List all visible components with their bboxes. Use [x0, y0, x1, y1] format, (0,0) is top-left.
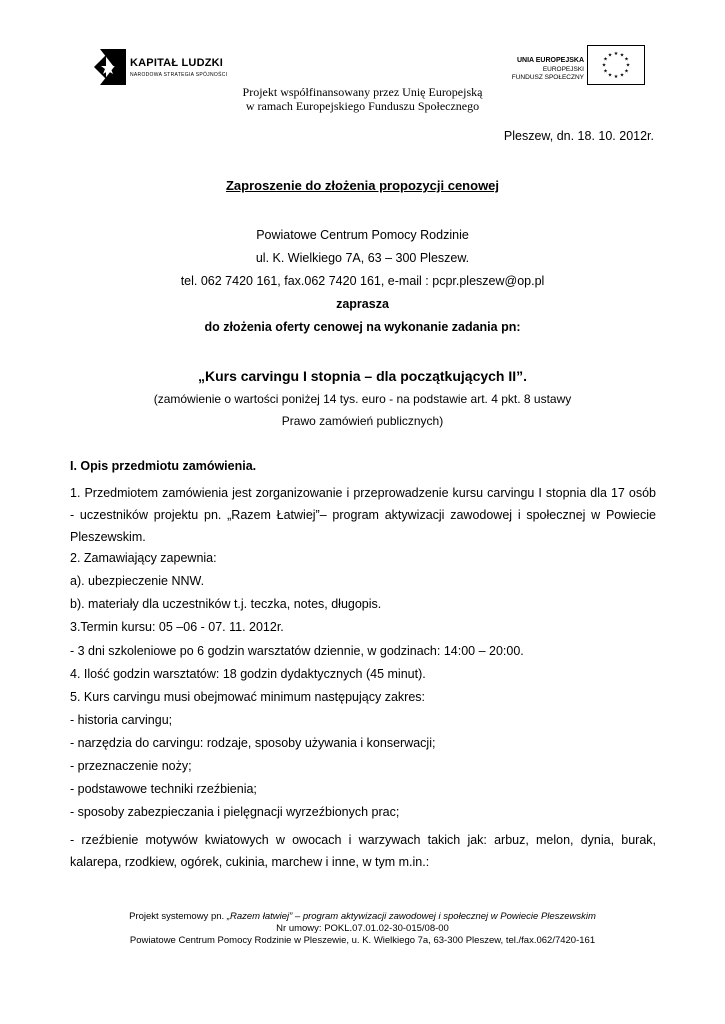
list-item: - historia carvingu;: [70, 713, 173, 727]
eu-fund-label-1: EUROPEJSKI: [542, 65, 584, 73]
footer-project-line: [0, 911, 725, 923]
list-item: - sposoby zabezpieczania i pielęgnacji wyrzeźbionych prac;: [70, 805, 400, 819]
list-item: 3.Termin kursu: 05 –06 - 07. 11. 2012r.: [70, 620, 284, 634]
svg-text:★: ★: [624, 56, 629, 63]
course-note-2: Prawo zamówień publicznych): [281, 414, 444, 428]
list-item: 2. Zamawiający zapewnia:: [70, 551, 217, 565]
eu-fund-text: [512, 57, 584, 83]
course-name: „Kurs carvingu I stopnia – dla początkujących II”.: [197, 368, 528, 384]
svg-text:★: ★: [603, 56, 608, 63]
list-item: - narzędzia do carvingu: rodzaje, sposoby używania i konserwacji;: [70, 736, 436, 750]
eu-union-label: UNIA EUROPEJSKA: [516, 57, 584, 64]
course-note-1: (zamówienie o wartości poniżej 14 tys. euro - na podstawie art. 4 pkt. 8 ustawy: [153, 392, 572, 406]
list-item: - 3 dni szkoleniowe po 6 godzin warsztatów dziennie, w godzinach: 14:00 – 20:00.: [70, 644, 524, 658]
list-item: - podstawowe techniki rzeźbienia;: [70, 782, 257, 796]
cofinancing-line-2: w ramach Europejskiego Funduszu Społecznego: [245, 99, 480, 113]
list-item: b). materiały dla uczestników t.j. teczka, notes, długopis.: [70, 597, 382, 611]
kapital-ludzki-subtitle: NARODOWA STRATEGIA SPÓJNOŚCI: [130, 72, 228, 78]
eu-flag: [587, 45, 645, 85]
list-item: 4. Ilość godzin warsztatów: 18 godzin dydaktycznych (45 minut).: [70, 667, 426, 681]
section-heading: I. Opis przedmiotu zamówienia.: [70, 459, 257, 473]
sender-contact: tel. 062 7420 161, fax.062 7420 161, e-mail : pcpr.pleszew@op.pl: [180, 274, 545, 288]
footer-contract: Nr umowy: POKL.07.01.02-30-015/08-00: [276, 923, 449, 934]
svg-text:★: ★: [613, 74, 619, 80]
footer-prefix: Projekt systemowy pn.: [129, 911, 225, 922]
svg-text:★: ★: [613, 51, 619, 57]
kapital-ludzki-title: KAPITAŁ LUDZKI: [130, 57, 224, 69]
svg-text:★: ★: [625, 62, 631, 69]
svg-text:★: ★: [624, 68, 629, 75]
footer-project-name: „Razem łatwiej” – program aktywizacji zawodowej i społecznej w Powiecie Pleszewskim: [226, 911, 596, 922]
list-item: 5. Kurs carvingu musi obejmować minimum następujący zakres:: [70, 690, 425, 704]
list-item: - przeznaczenie noży;: [70, 759, 192, 773]
invite-text: do złożenia oferty cenowej na wykonanie zadania pn:: [204, 320, 521, 334]
section-paragraph-1: 1. Przedmiotem zamówienia jest zorganizowanie i przeprowadzenie kursu carvingu I stopnia dla 17 osób - uczestników projektu pn. „Razem Łatwiej”– program aktywizacji zawodowej i społecznej w Powiecie Pleszewskim.: [70, 486, 656, 544]
cofinancing-header: [0, 85, 725, 113]
svg-text:★: ★: [619, 52, 625, 59]
svg-text:★: ★: [603, 68, 608, 75]
section-paragraph-last: - rzeźbienie motywów kwiatowych w owocach i warzywach takich jak: arbuz, melon, dynia, burak, kalarepa, rzodkiew, ogórek, cukinia, marchew i inne, w tym m.in.:: [70, 833, 656, 869]
svg-text:★: ★: [607, 52, 613, 59]
cofinancing-line-1: Projekt współfinansowany przez Unię Europejską: [242, 85, 483, 99]
svg-text:★: ★: [607, 72, 613, 79]
list-item: a). ubezpieczenie NNW.: [70, 574, 205, 588]
invites-label: zaprasza: [336, 297, 389, 311]
sender-name: Powiatowe Centrum Pomocy Rodzinie: [256, 228, 469, 242]
footer-address: Powiatowe Centrum Pomocy Rodzinie w Pleszewie, u. K. Wielkiego 7a, 63-300 Pleszew, tel./fax.062/7420-161: [129, 935, 596, 946]
document-title: Zaproszenie do złożenia propozycji cenowej: [225, 178, 500, 193]
document-date: Pleszew, dn. 18. 10. 2012r.: [503, 129, 654, 143]
svg-text:★: ★: [601, 62, 607, 69]
sender-address: ul. K. Wielkiego 7A, 63 – 300 Pleszew.: [255, 251, 470, 265]
eu-stars-icon: [588, 46, 644, 84]
eu-fund-label-2: FUNDUSZ SPOŁECZNY: [511, 74, 584, 81]
svg-text:★: ★: [619, 72, 625, 79]
kapital-ludzki-emblem-icon: [92, 47, 128, 87]
page-footer: [0, 911, 725, 947]
